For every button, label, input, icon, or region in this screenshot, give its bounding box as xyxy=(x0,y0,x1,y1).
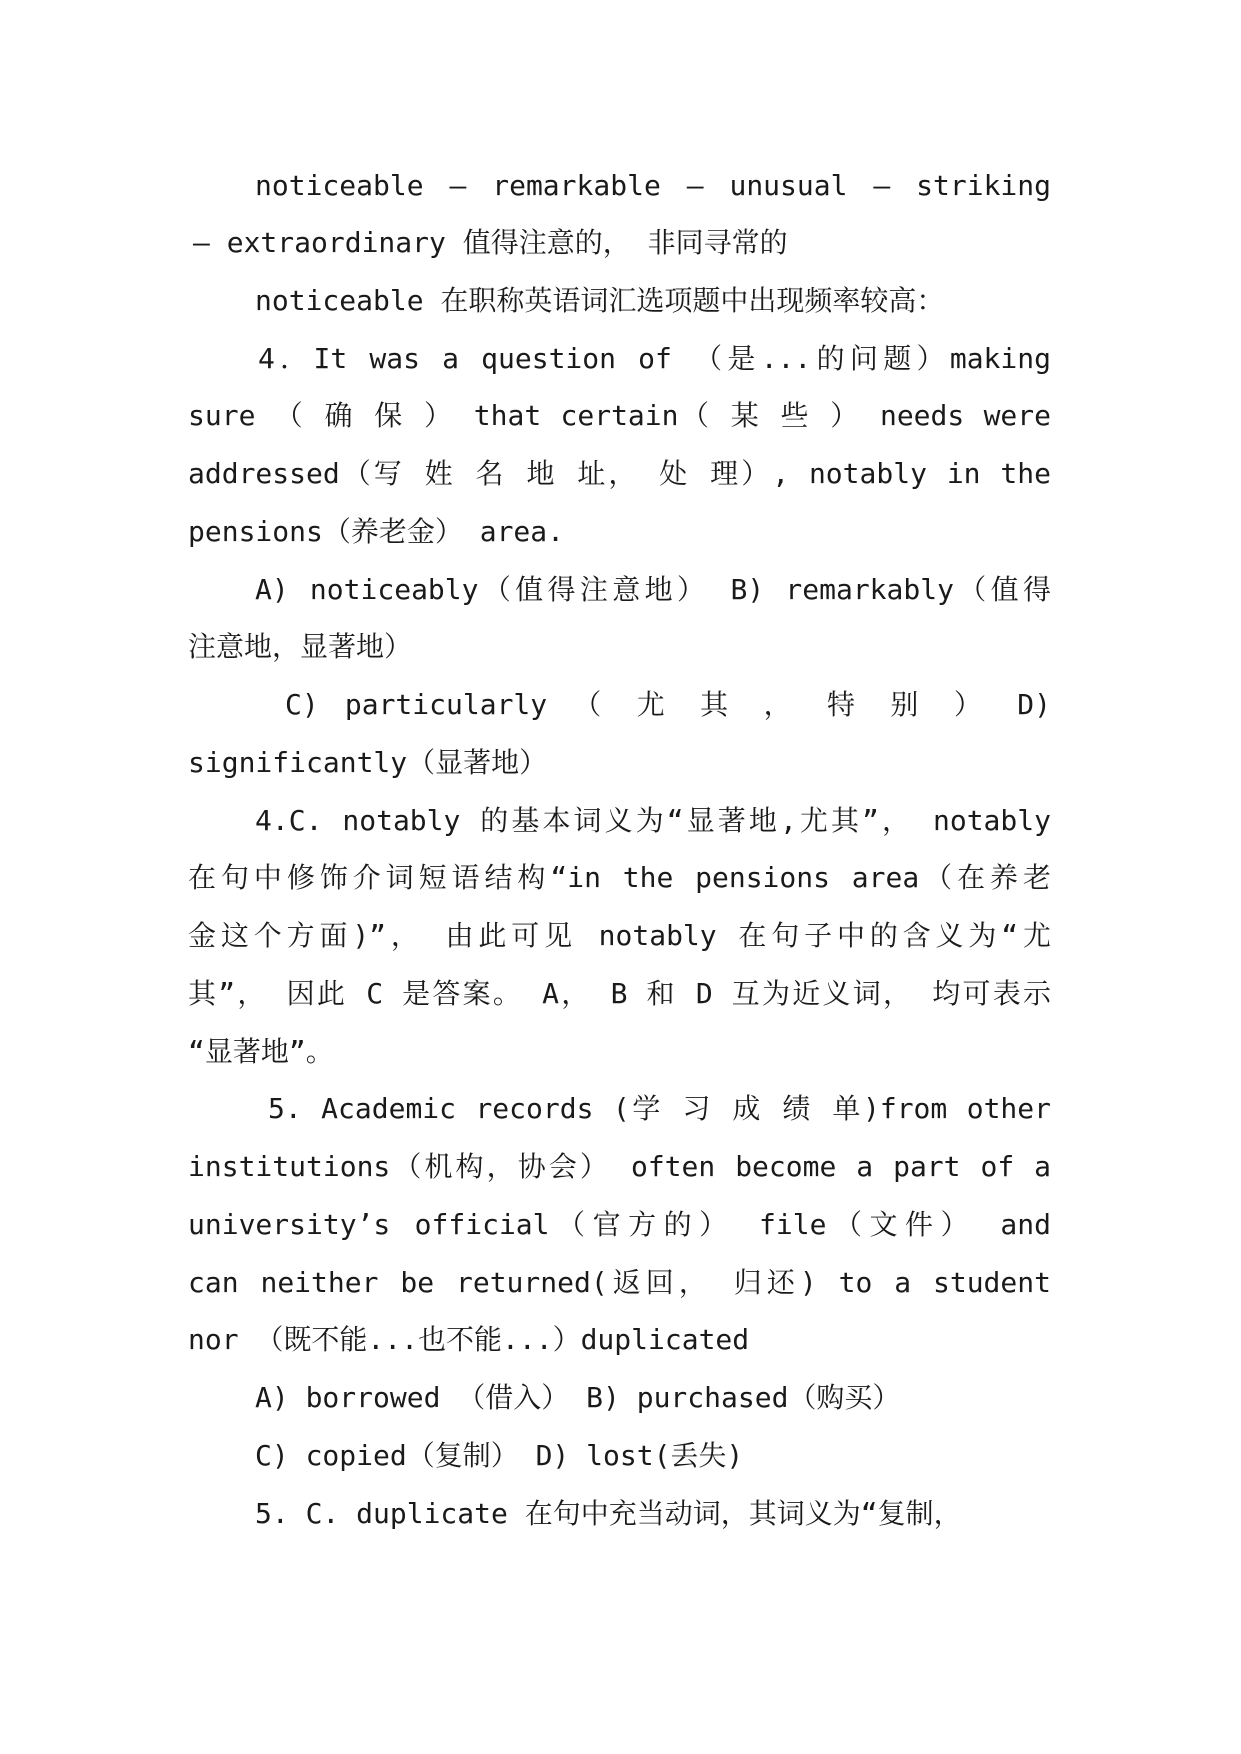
text-line: sure （ 确 保 ） that certain（ 某 些 ） needs were xyxy=(188,399,1051,432)
text-line: institutions（机构，协会） often become a part of a xyxy=(188,1150,1051,1183)
text-line: 在句中修饰介词短语结构“in the pensions area（在养老 xyxy=(188,861,1051,894)
text-line: 金这个方面)”， 由此可见 notably 在句子中的含义为“尤 xyxy=(188,919,1051,952)
text-line: noticeable 在职称英语词汇选项题中出现频率较高： xyxy=(255,284,945,317)
text-line: addressed（写 姓 名 地 址， 处 理）, notably in the xyxy=(188,457,1051,490)
text-line: A) noticeably（值得注意地） B) remarkably（值得 xyxy=(255,573,1051,606)
text-line: C) copied（复制） D) lost(丢失) xyxy=(255,1439,744,1472)
text-line: nor （既不能...也不能...）duplicated xyxy=(188,1323,750,1356)
text-line: 4.C. notably 的基本词义为“显著地,尤其”， notably xyxy=(255,804,1051,837)
text-line: 4．It was a question of （是...的问题）making xyxy=(258,342,1051,375)
text-line: 注意地，显著地） xyxy=(188,630,413,663)
text-line: “显著地”。 xyxy=(188,1035,334,1068)
text-line: pensions（养老金） area. xyxy=(188,515,565,548)
text-line: significantly（显著地） xyxy=(188,746,548,779)
text-line: – extraordinary 值得注意的， 非同寻常的 xyxy=(193,226,788,259)
text-line: 5. Academic records (学 习 成 绩 单)from other xyxy=(268,1092,1051,1125)
text-line: A) borrowed （借入） B) purchased（购买） xyxy=(255,1381,901,1414)
text-line: university’s official（官方的） file（文件） and xyxy=(188,1208,1051,1241)
text-line: C) particularly （ 尤 其 ， 特 别 ） D) xyxy=(285,688,1051,721)
text-line: noticeable – remarkable – unusual – striking xyxy=(255,169,1051,202)
text-line: 其”， 因此 C 是答案。 A， B 和 D 互为近义词， 均可表示 xyxy=(188,977,1051,1010)
text-line: 5. C. duplicate 在句中充当动词，其词义为“复制， xyxy=(255,1497,962,1530)
text-line: can neither be returned(返回， 归还) to a student xyxy=(188,1266,1051,1299)
